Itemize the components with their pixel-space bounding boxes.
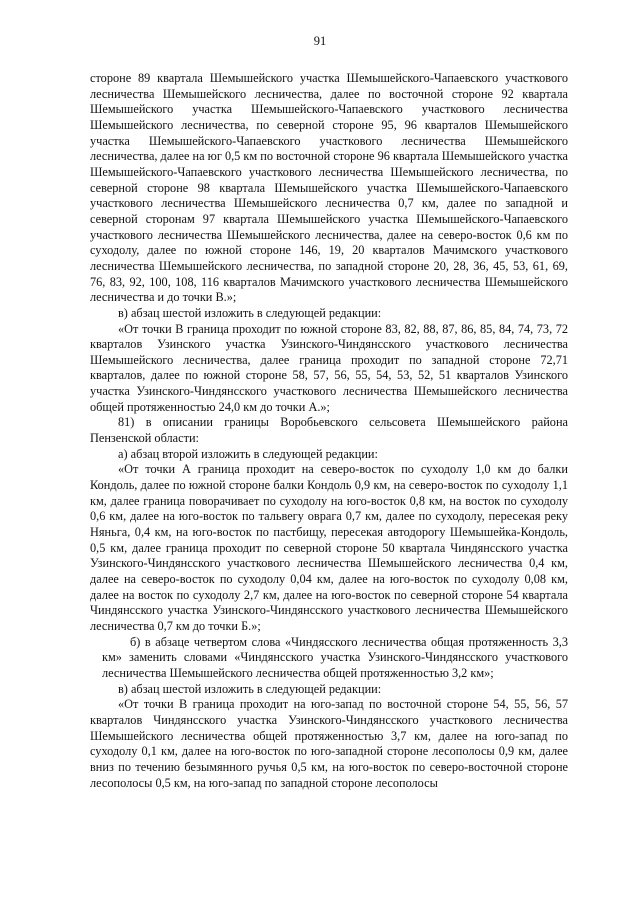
paragraph-subitem-a: а) абзац второй изложить в следующей редакции: bbox=[118, 446, 378, 461]
paragraph-subitem-v: в) абзац шестой изложить в следующей редакции: bbox=[118, 305, 382, 320]
paragraph-quote-point-v-2: «От точки В граница проходит на юго-запад по восточной стороне 54, 55, 56, 57 кварталов Чиндянсского участка Узинского-Чиндянсского участкового лесничества Шемышейского лесничества общей протяженностью 3,7 км, далее на юго-запад по суходолу 0,1 км, далее на юго-восток по юго-западной стороне лесополосы 0,9 км, далее вниз по течению безымянного ручья 0,5 км, на юго-восток по северо-восточной стороне лесополосы 0,5 км, на юго-запад по западной стороне лесополосы bbox=[90, 697, 568, 790]
paragraph-continuation: стороне 89 квартала Шемышейского участка Шемышейского-Чапаевского участкового лесничества Шемышейского лесничества, далее по восточной стороне 92 квартала Шемышейского участка Шемышейского-Чапаевского участкового лесничества Шемышейского лесничества, по северной стороне 95, 96 кварталов Шемышейского участка Шемышейского-Чапаевского участкового лесничества Шемышейского лесничества, далее на юг 0,5 км по восточной стороне 96 квартала Шемышейского участка Шемышейского-Чапаевского участкового лесничества Шемышейского лесничества, по северной стороне 98 квартала Шемышейского участка Шемышейского-Чапаевского участкового лесничества Шемышейского лесничества 0,7 км, далее по западной и северной сторонам 97 квартала Шемышейского участка Шемышейского-Чапаевского участкового лесничества Шемышейского лесничества, далее на северо-восток 0,6 км по суходолу, далее по южной стороне 146, 19, 20 кварталов Мачимского участкового лесничества Шемышейского лесничества, по западной стороне 20, 28, 36, 45, 53, 61, 69, 76, 83, 92, 100, 108, 116 кварталов Мачимского участкового лесничества Шемышейского лесничества и до точки В.»; bbox=[90, 71, 568, 305]
paragraph-quote-point-a: «От точки А граница проходит на северо-восток по суходолу 1,0 км до балки Кондоль, далее по южной стороне балки Кондоль 0,9 км, на северо-восток по суходолу 1,1 км, далее граница поворачивает по суходолу на юго-восток 0,8 км, на восток по суходолу 0,6 км, далее на юго-восток по тальвегу оврага 0,7 км, далее по суходолу, пересекая реку Няньга, 0,4 км, на юго-восток по пастбищу, пересекая автодорогу Шемышейка-Кондоль, 0,5 км, далее граница проходит по северной стороне 50 квартала Чиндянсского участка Узинского-Чиндянсского участкового лесничества Шемышейского лесничества 0,4 км, далее на северо-восток по суходолу 0,04 км, далее на юго-восток по суходолу 0,08 км, далее на восток по суходолу 2,7 км, далее на юго-восток по северной стороне 54 квартала Чиндянсского участка Узинского-Чиндянсского участкового лесничества Шемышейского лесничества 0,7 км до точки Б.»; bbox=[90, 462, 568, 633]
paragraph-subitem-v-2: в) абзац шестой изложить в следующей редакции: bbox=[118, 681, 382, 696]
paragraph-subitem-b: б) в абзаце четвертом слова «Чиндясского лесничества общая протяженность 3,3 км» заменить словами «Чиндянсского участка Узинского-Чиндянсского участкового лесничества Шемышейского лесничества общей протяженностью 3,2 км»; bbox=[102, 634, 568, 680]
paragraph-item-81: 81) в описании границы Воробьевского сельсовета Шемышейского района Пензенской области: bbox=[90, 415, 568, 446]
document-body bbox=[90, 71, 568, 791]
page-number: 91 bbox=[313, 34, 327, 48]
paragraph-quote-point-v: «От точки В граница проходит по южной стороне 83, 82, 88, 87, 86, 85, 84, 74, 73, 72 кварталов Узинского участка Узинского-Чиндянсского участкового лесничества Шемышейского лесничества, далее граница проходит по западной стороне 72,71 кварталов, далее по южной стороне 58, 57, 56, 55, 54, 53, 52, 51 кварталов Узинского участка Узинского-Чиндянсского участкового лесничества Шемышейского лесничества общей протяженностью 24,0 км до точки А.»; bbox=[90, 321, 568, 414]
